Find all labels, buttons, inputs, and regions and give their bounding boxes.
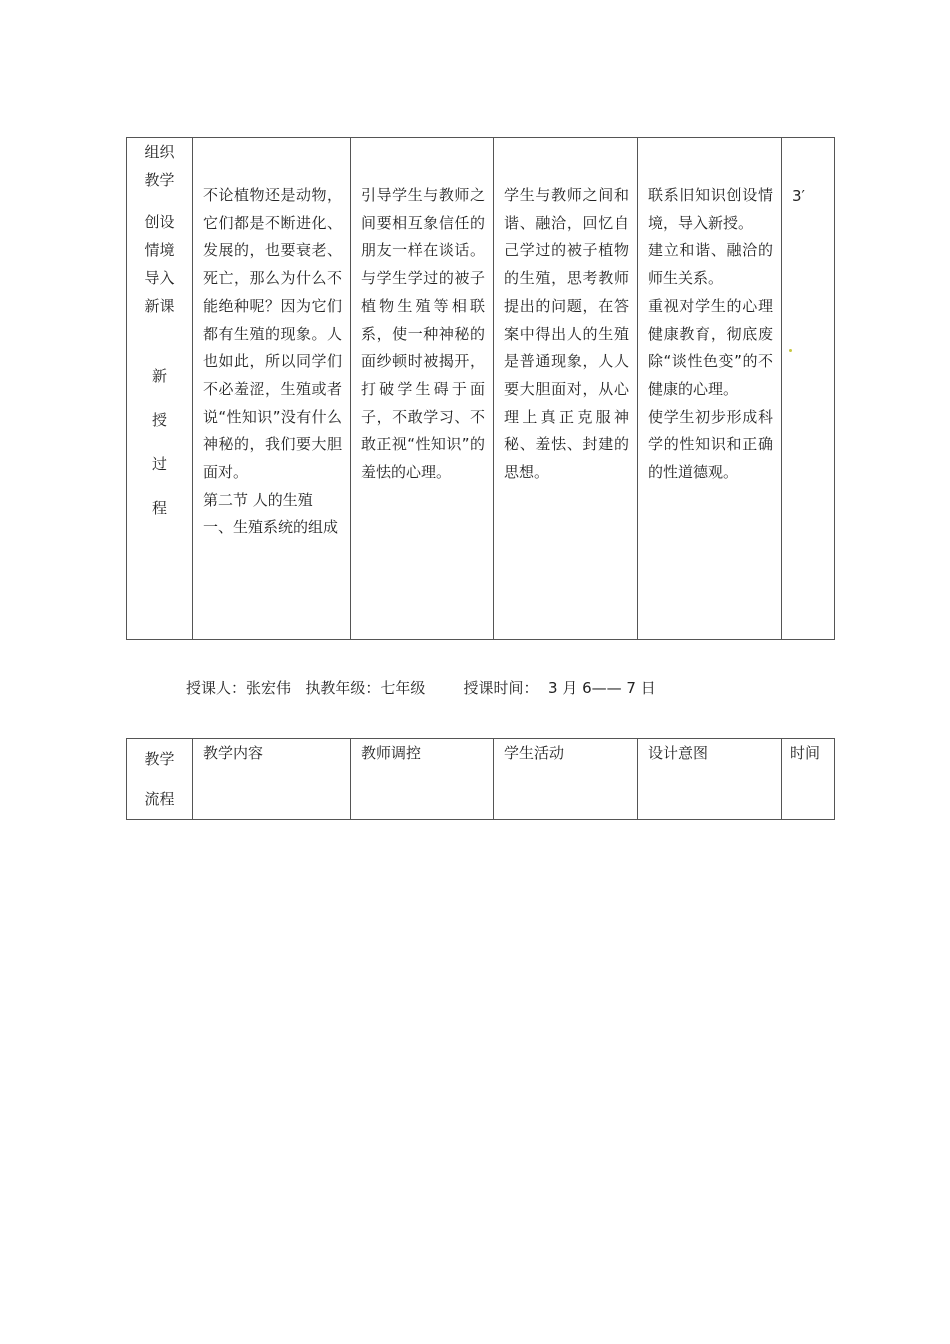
design-intent-item: 建立和谐、融洽的师生关系。	[648, 241, 773, 288]
student-activity-text: 学生与教师之间和谐、融洽，回忆自己学过的被子植物的生殖，思考教师提出的问题，在答案中得出人的生殖是普通现象，人人要大胆面对，从心理上真正克服神秘、羞怯、封建的思想。	[504, 186, 629, 482]
stage-label: 创设	[144, 213, 175, 231]
stage-label: 过	[151, 455, 167, 473]
design-intent-item: 联系旧知识创设情境，导入新授。	[648, 186, 773, 232]
grade: 执教年级：七年级	[305, 679, 426, 697]
design-intent-item: 重视对学生的心理健康教育，彻底废除“谈性色变”的不健康的心理。	[648, 296, 773, 398]
teacher-control-cell	[351, 138, 494, 640]
header-student-activity: 学生活动	[494, 739, 638, 820]
stage-label: 新课	[144, 297, 175, 315]
stage-label: 程	[151, 499, 167, 517]
header-content: 教学内容	[193, 739, 351, 820]
lesson-time: 授课时间： 3 月 6—— 7 日	[463, 679, 656, 697]
stage-cell	[127, 138, 193, 640]
header-design-intent: 设计意图	[638, 739, 782, 820]
section-title: 第二节 人的生殖	[203, 490, 313, 509]
stage-label: 授	[151, 411, 167, 429]
header-stage-label: 教学	[144, 750, 175, 768]
teacher-control-text: 引导学生与教师之间要相互象信任的朋友一样在谈话。与学生学过的被子植物生殖等相联系，使一种神秘的面纱顿时被揭开，打破学生碍于面子，不敢学习、不敢正视“性知识”的羞怯的心理。	[361, 186, 485, 482]
design-intent-item: 使学生初步形成科学的性知识和正确的性道德观。	[648, 407, 773, 482]
subsection-title: 一、生殖系统的组成	[203, 518, 339, 537]
header-stage-cell	[127, 739, 193, 820]
stray-mark	[789, 349, 792, 352]
header-table	[126, 738, 835, 820]
content-cell	[193, 138, 351, 640]
stage-label: 情境	[144, 241, 175, 259]
design-intent-cell	[638, 138, 782, 640]
header-time: 时间	[782, 739, 835, 820]
content-paragraph: 不论植物还是动物，它们都是不断进化、发展的，也要衰老、死亡，那么为什么不能绝种呢？因为它们都有生殖的现象。人也如此，所以同学们不必羞涩，生殖或者说“性知识”没有什么神秘的，我们要大胆面对。	[203, 186, 342, 482]
stage-label: 导入	[144, 269, 175, 287]
lesson-info	[186, 676, 656, 700]
teacher-name: 授课人：张宏伟	[186, 679, 292, 697]
lesson-table	[126, 137, 835, 640]
student-activity-cell	[494, 138, 638, 640]
stage-label: 新	[151, 367, 167, 385]
header-stage-label: 流程	[144, 790, 175, 808]
time-cell	[782, 138, 835, 640]
stage-label: 组织	[144, 143, 175, 161]
stage-label: 教学	[144, 171, 175, 189]
header-teacher-control: 教师调控	[351, 739, 494, 820]
time-value: 3′	[792, 187, 805, 205]
